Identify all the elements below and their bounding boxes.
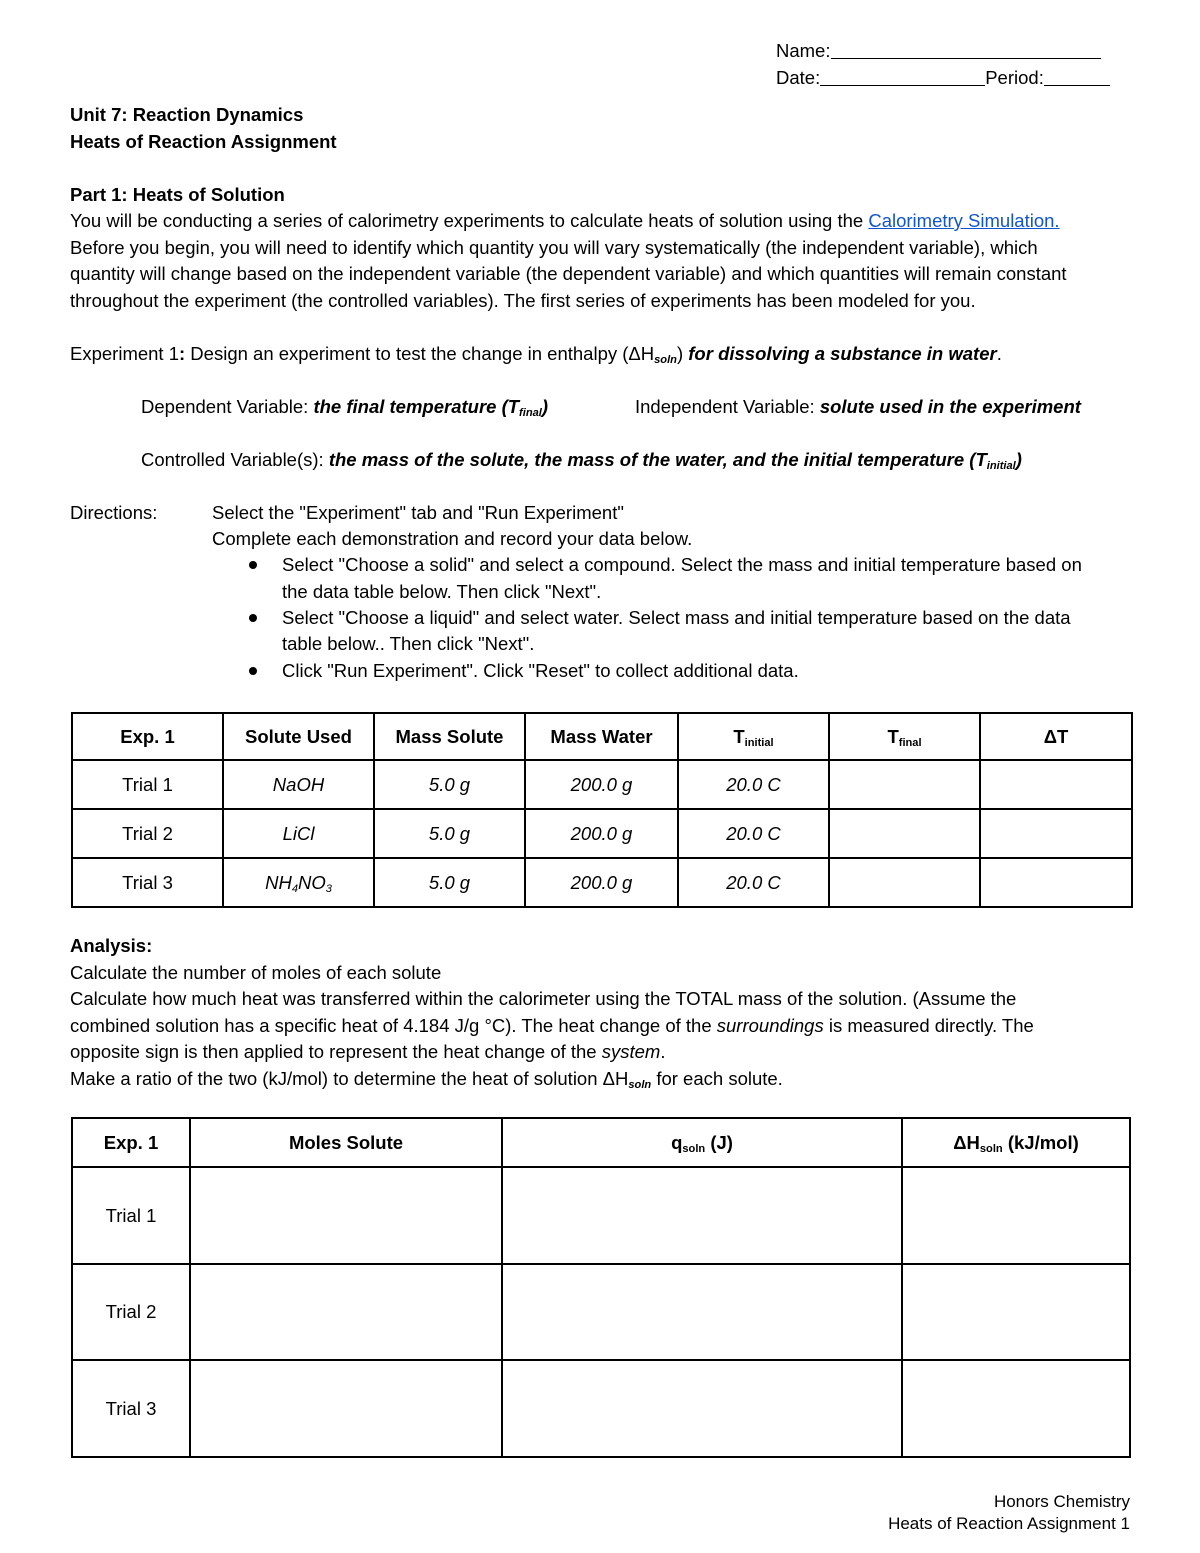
mass-solute-cell: 5.0 g xyxy=(374,760,525,809)
dh-input-cell[interactable] xyxy=(902,1167,1130,1264)
mass-solute-cell: 5.0 g xyxy=(374,809,525,858)
analysis-line2: Calculate how much heat was transferred within the calorimeter using the TOTAL mass of the solution. (Assume the xyxy=(70,988,1017,1009)
solute-sub-4: 4 xyxy=(291,882,298,895)
analysis-line3-a: combined solution has a specific heat of 4.184 J/g °C). The heat change of the xyxy=(70,1015,717,1036)
t-final-label: T xyxy=(887,725,899,747)
bullet2-line2: table below.. Then click "Next". xyxy=(282,633,535,654)
dh-input-cell[interactable] xyxy=(902,1264,1130,1360)
trial-cell: Trial 1 xyxy=(72,1167,190,1264)
solute-nh: NH xyxy=(265,871,292,893)
analysis-line5 xyxy=(70,1068,783,1090)
q-label: q xyxy=(671,1131,683,1153)
t-final-input-cell[interactable] xyxy=(829,760,980,809)
dependent-value: the final temperature (T xyxy=(313,396,520,417)
t-initial-label: T xyxy=(733,725,745,747)
q-unit: (J) xyxy=(705,1131,733,1153)
data-table-1 xyxy=(71,712,1133,908)
dependent-label: Dependent Variable: xyxy=(141,396,314,417)
directions-line2: Complete each demonstration and record your data below. xyxy=(212,528,693,549)
trial-cell: Trial 3 xyxy=(72,858,223,907)
analysis-line4-b: . xyxy=(660,1041,666,1062)
table-row xyxy=(72,858,1132,907)
trial-cell: Trial 2 xyxy=(72,809,223,858)
bullet-3 xyxy=(249,667,257,675)
moles-input-cell[interactable] xyxy=(190,1264,502,1360)
independent-value: solute used in the experiment xyxy=(819,396,1081,417)
table2-header-row xyxy=(72,1118,1130,1167)
t-initial-cell: 20.0 C xyxy=(678,809,829,858)
solute-cell: LiCl xyxy=(223,809,374,858)
soln-sub: soln xyxy=(654,354,677,366)
t-final-input-cell[interactable] xyxy=(829,809,980,858)
mass-water-cell: 200.0 g xyxy=(525,760,678,809)
table-row xyxy=(72,1264,1130,1360)
col-mass-solute: Mass Solute xyxy=(374,713,525,760)
name-line xyxy=(776,40,1101,62)
analysis-line5-b: for each solute. xyxy=(651,1068,783,1089)
col-t-initial xyxy=(678,713,829,760)
delta-t-input-cell[interactable] xyxy=(980,858,1132,907)
trial-cell: Trial 1 xyxy=(72,760,223,809)
analysis-line1: Calculate the number of moles of each solute xyxy=(70,962,442,983)
date-label: Date: xyxy=(776,67,821,88)
trial-cell: Trial 2 xyxy=(72,1264,190,1360)
unit-title: Unit 7: Reaction Dynamics xyxy=(70,104,304,125)
experiment-goal: for dissolving a substance in water xyxy=(688,343,997,364)
dh-label: ΔH xyxy=(953,1131,980,1153)
dependent-variable xyxy=(141,396,548,418)
t-initial-sub: initial xyxy=(744,736,774,749)
table-row xyxy=(72,760,1132,809)
q-input-cell[interactable] xyxy=(502,1360,902,1457)
table-row xyxy=(72,809,1132,858)
date-line xyxy=(776,67,1110,89)
dh-input-cell[interactable] xyxy=(902,1360,1130,1457)
period-blank[interactable] xyxy=(1044,67,1110,86)
mass-water-cell: 200.0 g xyxy=(525,809,678,858)
delta-t-input-cell[interactable] xyxy=(980,760,1132,809)
solute-no: NO xyxy=(297,871,326,893)
solute-sub-3: 3 xyxy=(325,882,332,895)
col-delta-h-soln xyxy=(902,1118,1130,1167)
experiment-period: . xyxy=(996,343,1002,364)
analysis-line5-a: Make a ratio of the two (kJ/mol) to determine the heat of solution ΔH xyxy=(70,1068,629,1089)
part1-intro-line1 xyxy=(70,210,1060,232)
footer-doc: Heats of Reaction Assignment 1 xyxy=(888,1514,1130,1533)
independent-label: Independent Variable: xyxy=(635,396,820,417)
surroundings-word: surroundings xyxy=(716,1015,824,1036)
directions-line1: Select the "Experiment" tab and "Run Experiment" xyxy=(212,502,624,523)
controlled-value: the mass of the solute, the mass of the water, and the initial temperature (T xyxy=(328,449,987,470)
experiment-colon: : xyxy=(179,343,186,364)
data-table-2 xyxy=(71,1117,1131,1458)
analysis-heading: Analysis: xyxy=(70,935,153,956)
q-input-cell[interactable] xyxy=(502,1167,902,1264)
solute-cell: NaOH xyxy=(223,760,374,809)
analysis-line4-a: opposite sign is then applied to represent the heat change of the xyxy=(70,1041,602,1062)
bullet2-line1: Select "Choose a liquid" and select water. Select mass and initial temperature based on the data xyxy=(282,607,1071,628)
t-initial-cell: 20.0 C xyxy=(678,760,829,809)
system-word: system xyxy=(601,1041,661,1062)
intro-text: You will be conducting a series of calorimetry experiments to calculate heats of solution using the xyxy=(70,210,869,231)
t-final-input-cell[interactable] xyxy=(829,858,980,907)
col-exp-2: Exp. 1 xyxy=(72,1118,190,1167)
bullet-2 xyxy=(249,614,257,622)
controlled-close: ) xyxy=(1015,449,1022,470)
mass-solute-cell: 5.0 g xyxy=(374,858,525,907)
assignment-title: Heats of Reaction Assignment xyxy=(70,131,337,152)
moles-input-cell[interactable] xyxy=(190,1360,502,1457)
directions-label: Directions: xyxy=(70,502,158,523)
mass-water-cell: 200.0 g xyxy=(525,858,678,907)
experiment-text: Design an experiment to test the change in enthalpy (ΔH xyxy=(185,343,655,364)
col-q-soln xyxy=(502,1118,902,1167)
bullet3-line: Click "Run Experiment". Click "Reset" to collect additional data. xyxy=(282,660,799,681)
initial-sub: initial xyxy=(986,460,1016,472)
calorimetry-simulation-link[interactable]: Calorimetry Simulation. xyxy=(868,210,1060,231)
dependent-close: ) xyxy=(541,396,549,417)
experiment-statement xyxy=(70,343,1002,365)
part1-heading: Part 1: Heats of Solution xyxy=(70,184,285,205)
controlled-variables xyxy=(141,449,1022,471)
moles-input-cell[interactable] xyxy=(190,1167,502,1264)
name-label: Name: xyxy=(776,40,831,61)
table-row xyxy=(72,1167,1130,1264)
independent-variable xyxy=(635,396,1081,418)
analysis-line3 xyxy=(70,1015,1034,1037)
footer-course: Honors Chemistry xyxy=(993,1492,1130,1511)
name-blank[interactable] xyxy=(831,40,1101,59)
analysis-line3-b: is measured directly. The xyxy=(823,1015,1034,1036)
col-moles-solute: Moles Solute xyxy=(190,1118,502,1167)
part1-intro-line2: Before you begin, you will need to identify which quantity you will vary systematically (the independent variable), which xyxy=(70,237,1038,258)
trial-cell: Trial 3 xyxy=(72,1360,190,1457)
bullet-1 xyxy=(249,561,257,569)
bullet1-line1: Select "Choose a solid" and select a compound. Select the mass and initial temperature based on xyxy=(282,554,1082,575)
dh-unit: (kJ/mol) xyxy=(1002,1131,1079,1153)
col-exp: Exp. 1 xyxy=(72,713,223,760)
col-solute-used: Solute Used xyxy=(223,713,374,760)
table-row xyxy=(72,1360,1130,1457)
period-label: Period: xyxy=(985,67,1044,88)
delta-t-input-cell[interactable] xyxy=(980,809,1132,858)
col-delta-t: ΔT xyxy=(980,713,1132,760)
soln-sub-2: soln xyxy=(628,1079,652,1091)
col-mass-water: Mass Water xyxy=(525,713,678,760)
part1-intro-line3: quantity will change based on the independent variable (the dependent variable) and which quantities will remain constant xyxy=(70,263,1067,284)
t-initial-cell: 20.0 C xyxy=(678,858,829,907)
bullet1-line2: the data table below. Then click "Next". xyxy=(282,581,602,602)
date-blank[interactable] xyxy=(820,67,985,86)
controlled-label: Controlled Variable(s): xyxy=(141,449,329,470)
table1-header-row xyxy=(72,713,1132,760)
analysis-line4 xyxy=(70,1041,665,1063)
experiment-paren: ) xyxy=(676,343,689,364)
dh-sub: soln xyxy=(979,1142,1003,1155)
final-sub: final xyxy=(519,407,542,419)
q-sub: soln xyxy=(682,1142,706,1155)
solute-cell xyxy=(223,858,374,907)
q-input-cell[interactable] xyxy=(502,1264,902,1360)
col-t-final xyxy=(829,713,980,760)
part1-intro-line4: throughout the experiment (the controlled variables). The first series of experiments has been modeled for you. xyxy=(70,290,976,311)
experiment-label: Experiment 1 xyxy=(70,343,179,364)
t-final-sub: final xyxy=(898,736,922,749)
